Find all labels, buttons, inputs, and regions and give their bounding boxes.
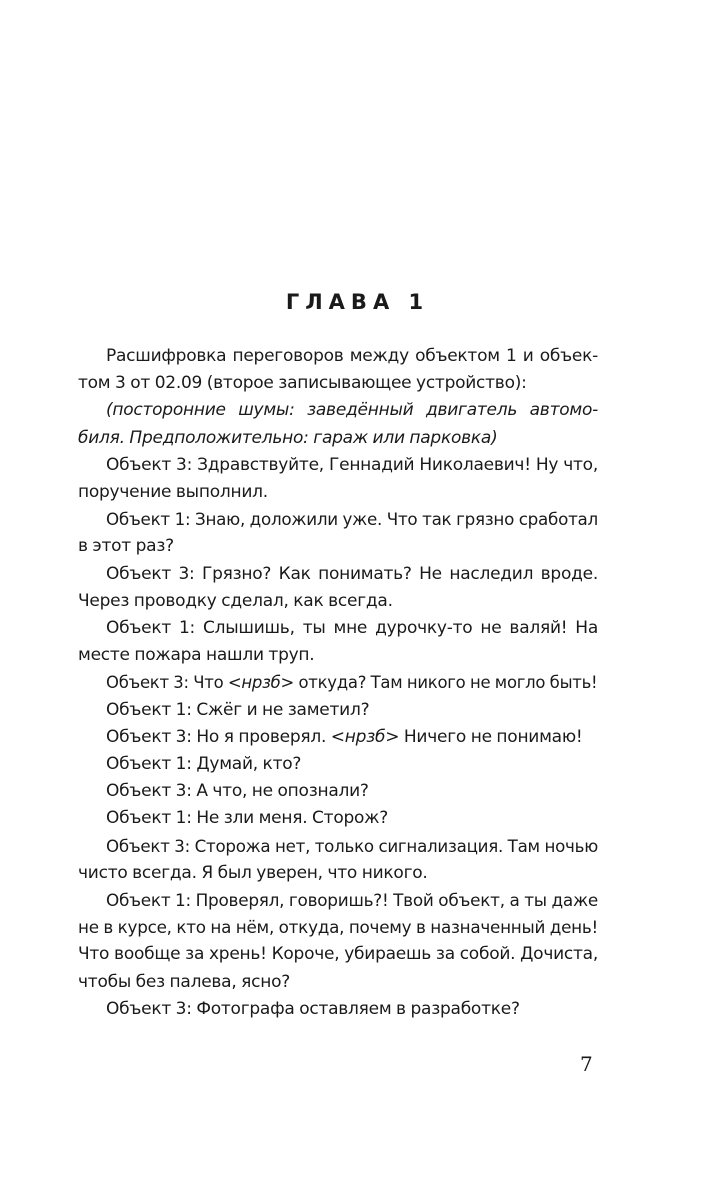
text-line: Объект 1: Сжёг и не заметил?	[106, 699, 370, 720]
text-line-part: Объект 3: Но я проверял. <	[106, 726, 345, 747]
text-line: том 3 от 02.09 (второе записывающее устройство):	[78, 373, 527, 394]
text-line: Объект 3: А что, не опознали?	[106, 781, 369, 802]
text-line	[78, 724, 598, 751]
text-line: (посторонние шумы: заведённый двигатель автомо-	[106, 400, 598, 421]
text-line: не в курсе, кто на нём, откуда, почему в назначенный день!	[78, 917, 598, 938]
chapter-text	[78, 343, 598, 1023]
text-line: биля. Предположительно: гараж или парковка)	[78, 427, 498, 448]
text-line-part: Объект 3: Что <	[106, 673, 242, 693]
inaudible-mark: нрзб	[241, 673, 281, 693]
text-line	[78, 669, 598, 696]
page-number: 7	[580, 1052, 593, 1076]
text-line-part: > Ничего не понимаю!	[385, 726, 583, 747]
text-line: месте пожара нашли труп.	[78, 645, 315, 666]
text-line: поручение выполнил.	[78, 482, 268, 503]
text-line: Расшифровка переговоров между объектом 1 и объек-	[106, 346, 598, 366]
text-line: Объект 3: Здравствуйте, Геннадий Николаевич! Ну что,	[106, 454, 598, 475]
text-line: чисто всегда. Я был уверен, что никого.	[78, 862, 428, 883]
text-line: Объект 1: Слышишь, ты мне дурочку-то не валяй! На	[106, 618, 598, 639]
text-line: Что вообще за хрень! Короче, убираешь за собой. Дочиста,	[78, 944, 598, 965]
inaudible-mark: нрзб	[344, 726, 386, 747]
text-line: Объект 3: Грязно? Как понимать? Не наследил вроде.	[106, 563, 598, 584]
text-line: Через проводку сделал, как всегда.	[78, 590, 393, 611]
chapter-title: ГЛАВА 1	[285, 290, 430, 314]
text-line: Объект 3: Фотографа оставляем в разработке?	[106, 998, 520, 1019]
text-line: в этот раз?	[78, 536, 174, 557]
text-line-part: > откуда? Там никого не могло быть!	[280, 673, 598, 693]
transcript-body	[78, 343, 598, 1023]
text-line: Объект 1: Знаю, доложили уже. Что так грязно сработал	[106, 509, 598, 530]
text-line: Объект 3: Сторожа нет, только сигнализация. Там ночью	[106, 836, 598, 856]
text-line: Объект 1: Проверял, говоришь?! Твой объект, а ты даже	[106, 890, 598, 911]
text-line: Объект 1: Не зли меня. Сторож?	[106, 808, 388, 829]
text-line: чтобы без палева, ясно?	[78, 971, 291, 992]
text-line: Объект 1: Думай, кто?	[106, 754, 302, 775]
